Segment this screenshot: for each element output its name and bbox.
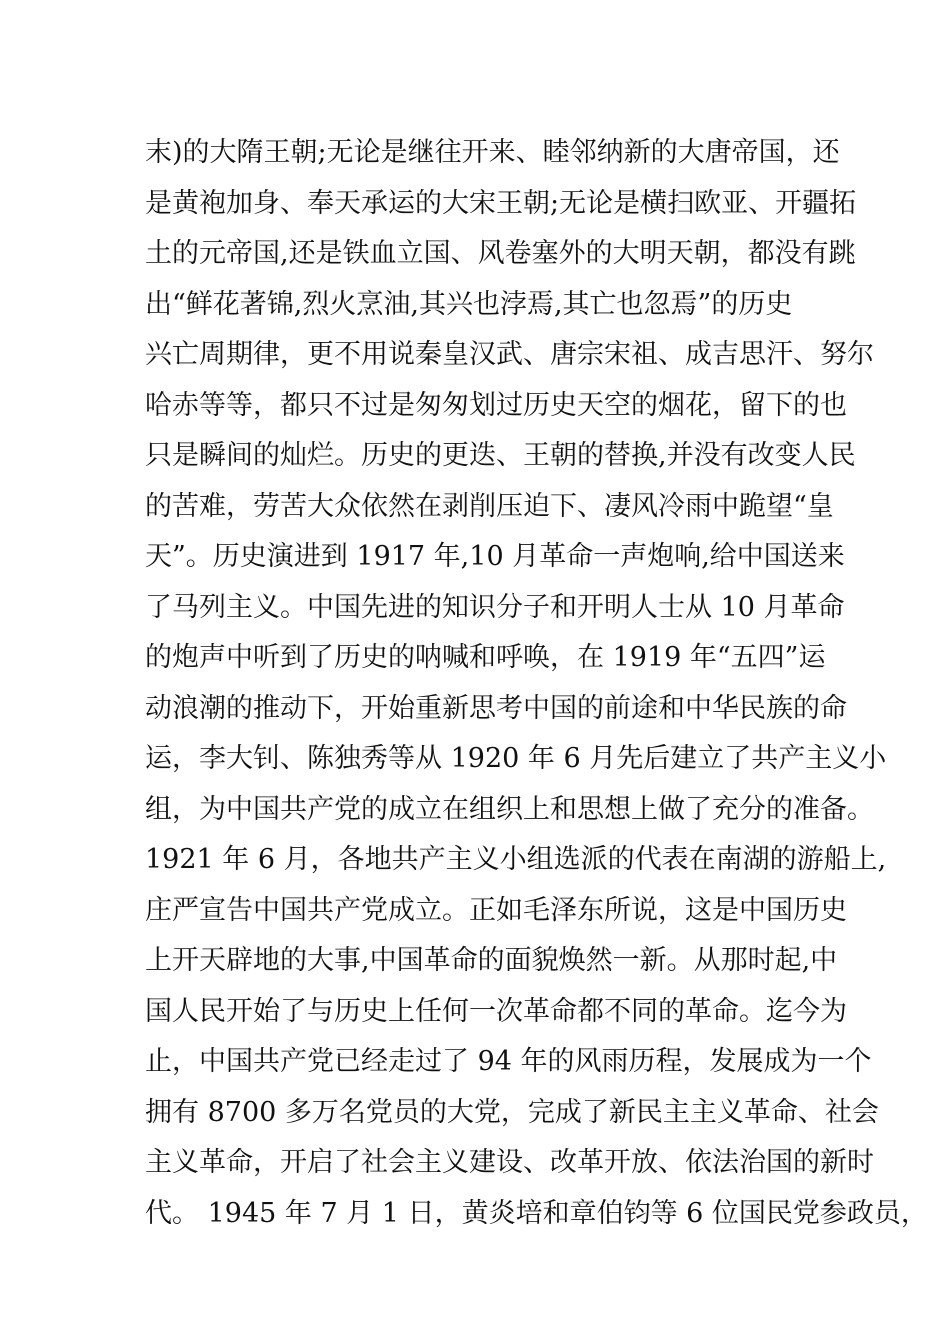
text-line: 庄严宣告中国共产党成立。正如毛泽东所说，这是中国历史	[145, 894, 847, 926]
text-line: 土的元帝国,还是铁血立国、风卷塞外的大明天朝，都没有跳	[145, 238, 856, 269]
text-line: 的炮声中听到了历史的呐喊和呼唤，在 1919 年“五四”运	[145, 642, 826, 673]
text-line: 代。 1945 年 7 月 1 日，黄炎培和章伯钧等 6 位国民党参政员，	[145, 1197, 928, 1229]
text-line: 天”。历史演进到 1917 年,10 月革命一声炮响,给中国送来	[145, 541, 845, 572]
body-text	[145, 128, 928, 1239]
text-line: 上开天辟地的大事,中国革命的面貌焕然一新。从那时起,中	[145, 945, 838, 976]
text-line: 拥有 8700 多万名党员的大党，完成了新民主主义革命、社会	[145, 1096, 879, 1128]
text-line: 1921 年 6 月，各地共产主义小组选派的代表在南湖的游船上,	[145, 844, 887, 875]
text-line: 国人民开始了与历史上任何一次革命都不同的革命。迄今为	[145, 995, 847, 1027]
text-line: 出“鲜花著锦,烈火烹油,其兴也浡焉,其亡也忽焉”的历史	[145, 288, 793, 320]
text-line: 运，李大钊、陈独秀等从 1920 年 6 月先后建立了共产主义小	[145, 743, 887, 774]
text-line: 只是瞬间的灿烂。历史的更迭、王朝的替换,并没有改变人民	[145, 440, 856, 471]
text-line: 了马列主义。中国先进的知识分子和开明人士从 10 月革命	[145, 591, 845, 623]
text-line: 兴亡周期律，更不用说秦皇汉武、唐宗宋祖、成吉思汗、努尔	[145, 339, 874, 370]
text-line: 的苦难，劳苦大众依然在剥削压迫下、凄风冷雨中跪望“皇	[145, 490, 834, 522]
text-line: 主义革命，开启了社会主义建设、改革开放、依法治国的新时	[145, 1147, 874, 1178]
text-line: 哈赤等等，都只不过是匆匆划过历史天空的烟花，留下的也	[145, 389, 847, 421]
text-line: 末)的大隋王朝;无论是继往开来、睦邻纳新的大唐帝国，还	[145, 137, 840, 168]
text-line: 是黄袍加身、奉天承运的大宋王朝;无论是横扫欧亚、开疆拓	[145, 187, 857, 219]
text-line: 组，为中国共产党的成立在组织上和思想上做了充分的准备。	[145, 793, 874, 825]
text-line: 动浪潮的推动下，开始重新思考中国的前途和中华民族的命	[145, 692, 847, 724]
text-line: 止，中国共产党已经走过了 94 年的风雨历程，发展成为一个	[145, 1046, 872, 1077]
